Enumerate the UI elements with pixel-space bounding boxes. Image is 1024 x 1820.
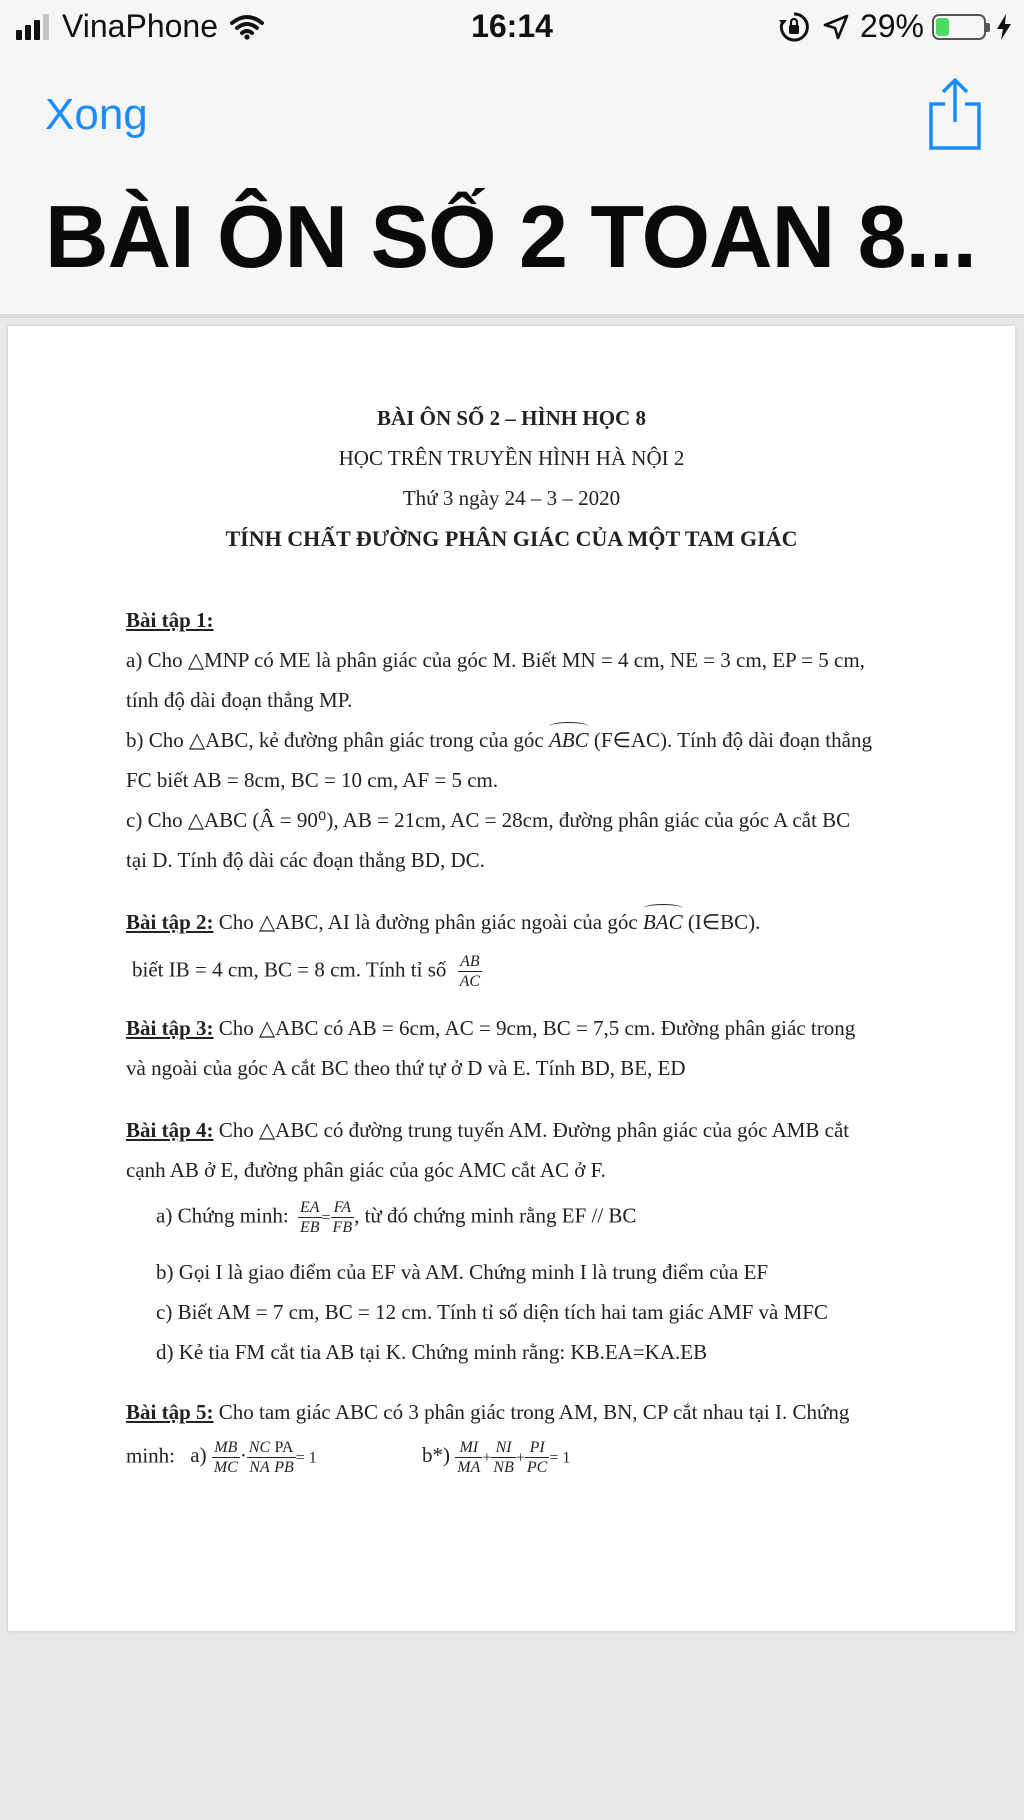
ex2-ratio-num: AB: [458, 952, 482, 972]
ex4-line2: cạnh AB ở E, đường phân giác của góc AMC cắt AC ở F.: [126, 1158, 606, 1182]
doc-topic: TÍNH CHẤT ĐƯỜNG PHÂN GIÁC CỦA MỘT TAM GIÁC: [225, 526, 798, 551]
ex1-b-angle: ABC: [548, 728, 589, 752]
status-bar: [0, 0, 1024, 56]
ex4-a-frac2-den: FB: [332, 1219, 353, 1236]
ex5-b-eq: = 1: [549, 1449, 571, 1467]
ex1-b-line2: FC biết AB = 8cm, BC = 10 cm, AF = 5 cm.: [126, 768, 499, 792]
ex4-a-eq: =: [321, 1209, 331, 1227]
ex4-a-post: , từ đó chứng minh rằng EF // BC: [354, 1203, 637, 1228]
nav-divider: [0, 314, 1024, 318]
ex2-l2-text: biết IB = 4 cm, BC = 8 cm. Tính tỉ số: [132, 957, 447, 982]
page-title: BÀI ÔN SỐ 2 TOAN 8...: [45, 187, 976, 286]
ex3-line2: và ngoài của góc A cắt BC theo thứ tự ở D và E. Tính BD, BE, ED: [126, 1056, 686, 1080]
ex2-label: Bài tập 2:: [126, 910, 214, 934]
ex1-b-pre: b) Cho △ABC, kẻ đường phân giác trong của góc: [126, 728, 544, 752]
ex1-heading: [126, 608, 956, 633]
battery-icon: [932, 14, 986, 40]
ex2-line2: [132, 952, 962, 991]
ex4-c: c) Biết AM = 7 cm, BC = 12 cm. Tính tỉ số diện tích hai tam giác AMF và MFC: [156, 1300, 828, 1324]
ex5-b-frac2-num: NI: [491, 1438, 515, 1458]
ex4-a: [156, 1198, 986, 1237]
ex5-b-frac1-den: MA: [457, 1459, 481, 1476]
doc-title: BÀI ÔN SỐ 2 – HÌNH HỌC 8: [377, 406, 646, 430]
ex2-line1: [126, 910, 956, 935]
ex3-label: Bài tập 3:: [126, 1016, 214, 1040]
ex5-a-frac2-den: NA: [249, 1459, 270, 1476]
doc-subtitle: HỌC TRÊN TRUYỀN HÌNH HÀ NỘI 2: [338, 446, 685, 470]
rotation-lock-icon: [778, 11, 810, 43]
ex5-a-frac2: [247, 1438, 272, 1477]
ex5-label: Bài tập 5:: [126, 1400, 214, 1424]
ex4-a-frac1: [298, 1198, 322, 1237]
ex2-pre: Cho △ABC, AI là đường phân giác ngoài của góc: [218, 910, 638, 934]
ex5-b-frac2-den: NB: [493, 1459, 514, 1476]
ex2-angle: BAC: [642, 910, 683, 934]
ex4-label: Bài tập 4:: [126, 1118, 214, 1142]
ex5-b-frac2: [491, 1438, 515, 1477]
ex1-b-line1: [126, 728, 956, 753]
ex2-ratio: [458, 952, 482, 991]
ex5-a-frac3-den: PB: [274, 1459, 294, 1476]
ex5-prove: minh:: [126, 1443, 176, 1468]
status-right: [778, 8, 1012, 45]
ex5-b-plus2: +: [515, 1449, 525, 1467]
doc-date: Thứ 3 ngày 24 – 3 – 2020: [402, 486, 621, 510]
ex4-line1: [126, 1118, 956, 1143]
battery-percent: 29%: [859, 8, 924, 44]
share-button[interactable]: [925, 76, 985, 152]
ex5-b-plus1: +: [482, 1449, 492, 1467]
ex5-b-frac3-den: PC: [526, 1459, 548, 1476]
document-page[interactable]: [8, 326, 1015, 1631]
ex5-a-frac2-num: NC: [248, 1439, 271, 1456]
ex4-a-frac2: [331, 1198, 355, 1237]
ex5-a-frac3: [272, 1438, 296, 1477]
done-button[interactable]: Xong: [45, 90, 148, 139]
share-icon: [925, 76, 985, 152]
ex5-b-frac3-num: PI: [525, 1438, 549, 1458]
ex4-l1-text: Cho △ABC có đường trung tuyến AM. Đường phân giác của góc AMB cắt: [218, 1118, 850, 1142]
ex5-line2: [126, 1438, 956, 1477]
battery-level: [936, 18, 949, 36]
clock: 16:14: [471, 8, 553, 44]
ex5-a-eq: = 1: [295, 1449, 317, 1467]
location-icon: [822, 13, 850, 41]
ex2-post: (I∈BC).: [687, 910, 761, 934]
ex4-a-frac1-num: EA: [299, 1199, 320, 1216]
ex1-c-line2: tại D. Tính độ dài các đoạn thẳng BD, DC.: [126, 848, 485, 872]
ex5-b-frac3: [525, 1438, 549, 1477]
ex5-b-label: b*): [422, 1443, 451, 1468]
charging-bolt-icon: [996, 14, 1012, 40]
ex3-l1-text: Cho △ABC có AB = 6cm, AC = 9cm, BC = 7,5 cm. Đường phân giác trong: [218, 1016, 856, 1040]
ex5-b-frac1-num: MI: [455, 1438, 482, 1458]
ex2-ratio-den: AC: [459, 973, 481, 990]
ex4-a-frac1-den: EB: [299, 1219, 320, 1236]
ex4-a-frac2-num: FA: [331, 1198, 355, 1218]
ex1-a-line2: tính độ dài đoạn thẳng MP.: [126, 688, 353, 712]
navigation-bar: [0, 56, 1024, 316]
ex4-a-pre: a) Chứng minh:: [156, 1203, 289, 1228]
ex5-a-frac1: [212, 1438, 240, 1477]
ex1-a-line1: a) Cho △MNP có ME là phân giác của góc M. Biết MN = 4 cm, NE = 3 cm, EP = 5 cm,: [126, 648, 865, 672]
ex5-line1: [126, 1400, 956, 1425]
preview-background: [0, 1640, 1024, 1820]
ex1-label: Bài tập 1:: [126, 608, 214, 632]
ex3-line1: [126, 1016, 956, 1041]
ex5-a-dot: ·: [239, 1443, 247, 1468]
ex5-a-frac1-den: MC: [213, 1459, 238, 1476]
ex1-c-line1: c) Cho △ABC (Â = 90⁰), AB = 21cm, AC = 28cm, đường phân giác của góc A cắt BC: [126, 808, 851, 832]
ex5-b-frac1: [455, 1438, 482, 1477]
ex5-a-label: a): [190, 1443, 207, 1468]
ex4-d: d) Kẻ tia FM cắt tia AB tại K. Chứng minh rằng: KB.EA=KA.EB: [156, 1340, 708, 1364]
ex5-a-frac3-num: PA: [272, 1438, 296, 1458]
ex4-b: b) Gọi I là giao điểm của EF và AM. Chứng minh I là trung điểm của EF: [156, 1260, 769, 1284]
ex5-l1-text: Cho tam giác ABC có 3 phân giác trong AM, BN, CP cắt nhau tại I. Chứng: [218, 1400, 850, 1424]
ex5-a-frac1-num: MB: [212, 1438, 240, 1458]
carrier-name: VinaPhone: [62, 8, 218, 44]
ex1-b-post: (F∈AC). Tính độ dài đoạn thẳng: [593, 728, 872, 752]
